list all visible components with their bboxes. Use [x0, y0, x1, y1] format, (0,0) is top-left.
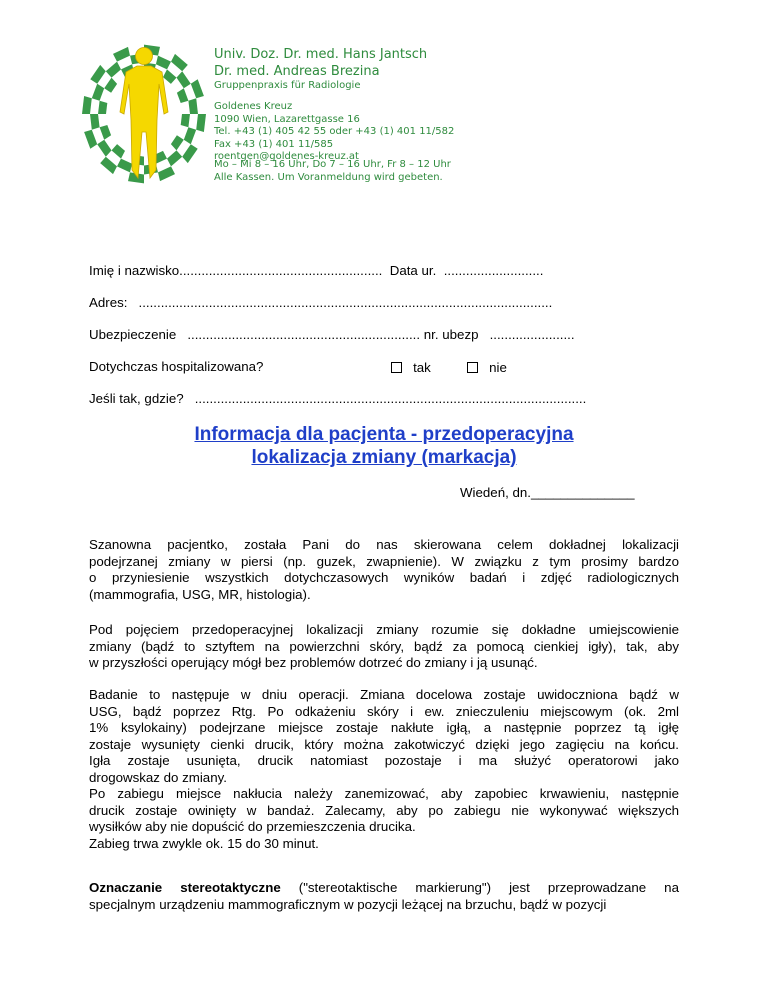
title-line-2: lokalizacja zmiany (markacja): [251, 447, 517, 468]
p2-line: w przyszłości operujący mógł bez problemów dotrzeć do zmiany i ją usunąć.: [89, 655, 538, 670]
p3-line: Igła zostaje usunięta, drucik natomiast pozostaje i ma służyć operatorowi jako: [89, 753, 679, 768]
p4-line-2: specjalnym urządzeniu mammograficznym w pozycji leżącej na brzuchu, bądź w pozycji: [89, 896, 607, 912]
logo-ring-tile: [177, 88, 189, 103]
logo-ring-tile: [104, 78, 117, 93]
yes-option[interactable]: [391, 360, 431, 375]
p3-line: Badanie to następuje w dniu operacji. Zmiana docelowa zostaje uwidoczniona bądź w: [89, 687, 679, 702]
name-field[interactable]: .......................................................: [179, 263, 383, 278]
name-label: Imię i nazwisko: [89, 263, 180, 278]
logo-ring-tile: [100, 157, 117, 174]
logo-ring-tile: [90, 114, 100, 130]
email[interactable]: roentgen@goldenes-kreuz.at: [214, 151, 359, 162]
insurance-number-field[interactable]: .......................: [489, 327, 575, 342]
insurance-label: Ubezpieczenie: [89, 327, 177, 342]
opening-hours: Mo – Mi 8 – 16 Uhr, Do 7 – 16 Uhr, Fr 8 – 12 Uhr: [214, 159, 451, 170]
logo-ring-tile: [98, 101, 107, 114]
paragraph-2: [89, 622, 679, 672]
no-checkbox[interactable]: [467, 362, 478, 373]
p3-line: zostaje wysunięty cienki drucik, który można zakotwiczyć dzięki jego zagięciu na końcu.: [89, 736, 679, 752]
p2-line: Pod pojęciem przedoperacyjnej lokalizacji zmiany rozumie się dokładne umiejscowienie: [89, 622, 679, 637]
logo-ring-tile: [97, 140, 111, 157]
logo-ring-tile: [196, 114, 206, 132]
logo-ring-tile: [191, 79, 204, 98]
p4-line-1: [89, 880, 679, 897]
letterhead-hours: [214, 159, 451, 184]
address-row: [89, 295, 552, 310]
p3-line: USG, bądź poprzez Rtg. Po odkażeniu skóry i ew. znieczuleniu miejscowym (ok. 2ml: [89, 703, 679, 719]
p1-line: Szanowna pacjentko, została Pani do nas skierowana celem dokładnej lokalizacji: [89, 537, 679, 552]
name-row: [89, 263, 543, 278]
logo-ring-tile: [181, 114, 190, 127]
p3-line: Zabieg trwa zwykle ok. 15 do 30 minut.: [89, 835, 319, 851]
letterhead-address: [214, 101, 454, 164]
dob-label: Data ur.: [389, 263, 437, 278]
hospital-label: Dotychczas hospitalizowana?: [89, 359, 264, 374]
logo-ring-tile: [84, 130, 97, 149]
yes-checkbox[interactable]: [391, 362, 402, 373]
logo-ring-tile: [156, 56, 171, 70]
stereotactic-term: Oznaczanie stereotaktyczne: [89, 880, 281, 895]
p1-line: (mammografia, USG, MR, histologia).: [89, 586, 311, 602]
insurance-field[interactable]: ...............................................................: [187, 327, 421, 342]
hospital-row: [89, 359, 689, 374]
paragraph-1: [89, 537, 679, 603]
insurance-notice: Alle Kassen. Um Voranmeldung wird gebeten.: [214, 171, 443, 183]
address-field[interactable]: ................................................................................................................: [138, 295, 553, 310]
logo-ring-tile: [182, 144, 198, 163]
dob-field[interactable]: ...........................: [443, 263, 544, 278]
street: 1090 Wien, Lazarettgasse 16: [214, 113, 360, 125]
logo-ring-tile: [100, 125, 112, 140]
logo-ring-tile: [90, 65, 106, 84]
p3-line: wysiłków aby nie dopuścić do przemieszczenia drucika.: [89, 819, 416, 834]
logo-ring-tile: [112, 144, 126, 159]
doctor-1: Univ. Doz. Dr. med. Hans Jantsch: [214, 47, 428, 62]
paragraph-4: [89, 880, 679, 913]
logo-ring-tile: [184, 127, 196, 144]
title-line-1: Informacja dla pacjenta - przedoperacyjna: [194, 424, 574, 445]
p1-line: o przyniesienie wszystkich dotychczasowych wyników badań i zdjęć radiologicznych: [89, 570, 679, 585]
where-row: [89, 391, 586, 406]
logo-ring-tile: [113, 47, 130, 62]
paragraph-3: [89, 687, 679, 852]
address-name: Goldenes Kreuz: [214, 101, 293, 112]
logo-ring-tile: [167, 150, 182, 166]
logo-ring-tile: [188, 98, 198, 114]
logo-ring-tile: [117, 159, 132, 173]
fax: Fax +43 (1) 401 11/585: [214, 138, 334, 150]
logo-ring-tile: [163, 69, 177, 84]
p3-line: drogowskaz do zmiany.: [89, 769, 227, 785]
logo-ring-tile: [92, 84, 104, 101]
where-label: Jeśli tak, gdzie?: [89, 391, 184, 406]
p4-line-1-rest: ("stereotaktische markierung") jest przeprowadzane na: [280, 880, 679, 895]
date-line[interactable]: Wiedeń, dn.______________: [460, 485, 635, 500]
p1-line: podejrzanej zmiany w piersi (np. guzek, zwapnienie). W związku z tym prosimy bardzo: [89, 553, 679, 569]
practice-type: Gruppenpraxis für Radiologie: [214, 80, 361, 91]
p2-line: zmiany (bądź to sztyftem na powierzchni skóry, bądź za pomocą cienkiej igły), tak, aby: [89, 638, 679, 654]
address-label: Adres:: [89, 295, 128, 310]
logo-ring-tile: [171, 54, 188, 71]
practice-logo: [80, 40, 208, 188]
p3-line: Po zabiegu miejsce nakłucia należy zanemizować, aby zapobiec krwawieniu, następnie: [89, 786, 679, 801]
yes-label: tak: [413, 360, 431, 375]
p3-line: drucik zostaje owinięty w bandaż. Zalecamy, aby po zabiegu nie wykonywać większych: [89, 802, 679, 818]
p3-line: 1% ksylokainy) podejrzane miejsce zostaje nakłute igłą, a następnie poprzez tą igłę: [89, 720, 679, 735]
document-title: [89, 423, 679, 469]
doctor-2: Dr. med. Andreas Brezina: [214, 64, 380, 79]
insurance-row: [89, 327, 575, 342]
logo-ring-tile: [106, 62, 121, 78]
letterhead-doctors: [214, 46, 427, 93]
where-field[interactable]: ..........................................................................................................: [194, 391, 587, 406]
logo-ring-tile: [82, 96, 92, 114]
logo-ring-tile: [171, 135, 184, 150]
no-label: nie: [489, 360, 507, 375]
insurance-number-label: nr. ubezp: [423, 327, 479, 342]
phone: Tel. +43 (1) 405 42 55 oder +43 (1) 401 11/582: [214, 126, 455, 137]
logo-ring-tile: [158, 166, 175, 181]
logo-ring-tile: [177, 71, 191, 88]
no-option[interactable]: [467, 360, 507, 375]
